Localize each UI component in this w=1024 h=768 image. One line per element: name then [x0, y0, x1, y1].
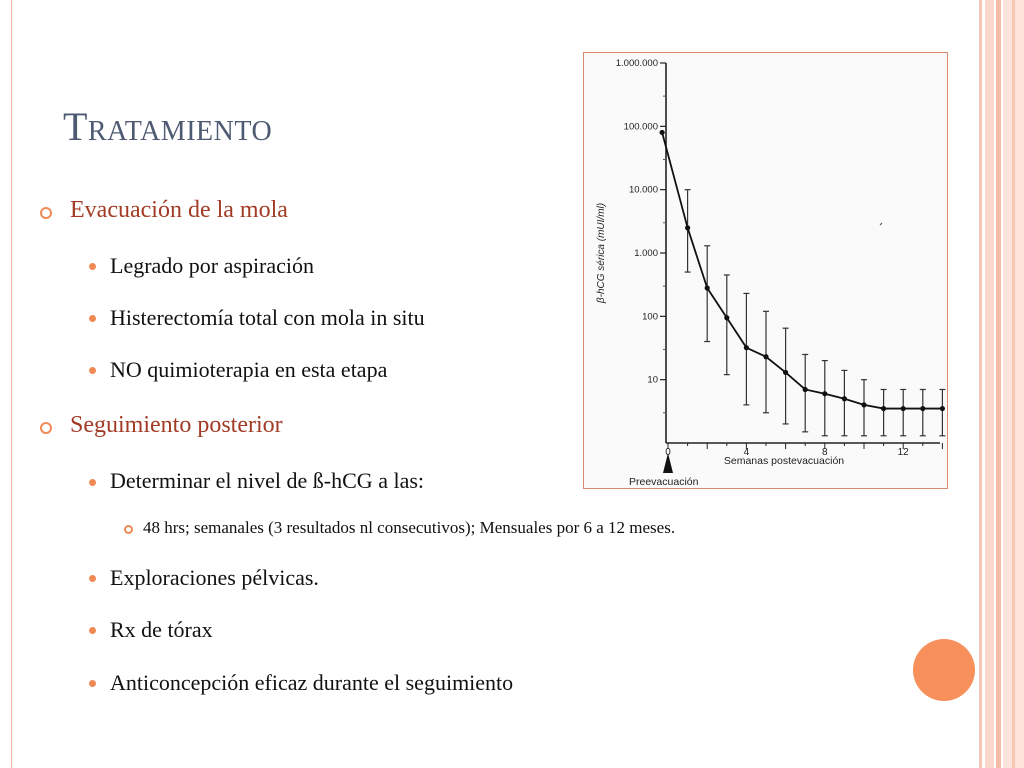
- dot-bullet-icon: [89, 367, 96, 374]
- x-tick-label: 0: [665, 447, 671, 458]
- preevacuation-label: Preevacuación: [629, 476, 699, 488]
- dot-bullet-icon: [89, 263, 96, 270]
- ring-bullet-icon: [124, 525, 133, 534]
- x-tick-label: 12: [897, 447, 909, 458]
- y-tick-label: 1.000.000: [615, 58, 658, 69]
- data-point: [783, 370, 788, 375]
- section-heading: Seguimiento posterior: [70, 412, 283, 438]
- y-tick-label: 100.000: [623, 121, 658, 133]
- decorative-circle: [913, 639, 975, 701]
- hcg-chart-svg: [584, 53, 949, 490]
- sub-list-item: 48 hrs; semanales (3 resultados nl consecutivos); Mensuales por 6 a 12 meses.: [143, 518, 676, 537]
- dot-bullet-icon: [89, 315, 96, 322]
- data-point: [901, 406, 906, 411]
- right-stripe: [985, 0, 994, 768]
- section-heading: Evacuación de la mola: [70, 197, 288, 223]
- dot-bullet-icon: [89, 680, 96, 687]
- data-point: [660, 130, 665, 135]
- data-point: [724, 315, 729, 320]
- data-point: [842, 396, 847, 401]
- x-tick-label: 4: [743, 447, 750, 458]
- dot-bullet-icon: [89, 575, 96, 582]
- right-stripe: [996, 0, 1001, 768]
- data-point: [763, 354, 768, 359]
- data-point: [822, 391, 827, 396]
- list-item: Legrado por aspiración: [110, 253, 315, 278]
- data-point: [881, 406, 886, 411]
- data-point: [685, 225, 690, 230]
- dot-bullet-icon: [89, 627, 96, 634]
- scan-artifact: [880, 223, 882, 225]
- dot-bullet-icon: [89, 479, 96, 486]
- circle-bullet-icon: [40, 207, 52, 219]
- left-frame-line: [0, 0, 12, 768]
- list-item: Anticoncepción eficaz durante el seguimiento: [110, 670, 514, 695]
- y-tick-label: 1.000: [634, 248, 658, 259]
- series-line: [662, 132, 942, 408]
- data-point: [744, 345, 749, 350]
- list-item: Rx de tórax: [110, 617, 213, 642]
- y-axis-label: β-hCG sérica (mUI/ml): [596, 202, 607, 304]
- data-point: [940, 406, 945, 411]
- list-item: Histerectomía total con mola in situ: [110, 305, 425, 330]
- y-tick-label: 100: [642, 311, 658, 323]
- slide-title: Tratamiento: [63, 104, 273, 149]
- right-stripe: [1012, 0, 1015, 768]
- data-point: [705, 285, 710, 290]
- data-point: [861, 402, 866, 407]
- list-item: Determinar el nivel de ß-hCG a las:: [110, 468, 425, 493]
- right-stripe: [979, 0, 982, 768]
- data-point: [803, 387, 808, 392]
- data-point: [920, 406, 925, 411]
- circle-bullet-icon: [40, 422, 52, 434]
- x-axis-label: Semanas postevacuación: [723, 455, 845, 467]
- x-tick-label: 8: [822, 447, 828, 458]
- list-item: NO quimioterapia en esta etapa: [110, 357, 388, 382]
- y-tick-label: 10: [647, 374, 658, 386]
- list-item: Exploraciones pélvicas.: [110, 565, 319, 590]
- y-tick-label: 10.000: [628, 184, 658, 196]
- hcg-chart: [583, 52, 948, 489]
